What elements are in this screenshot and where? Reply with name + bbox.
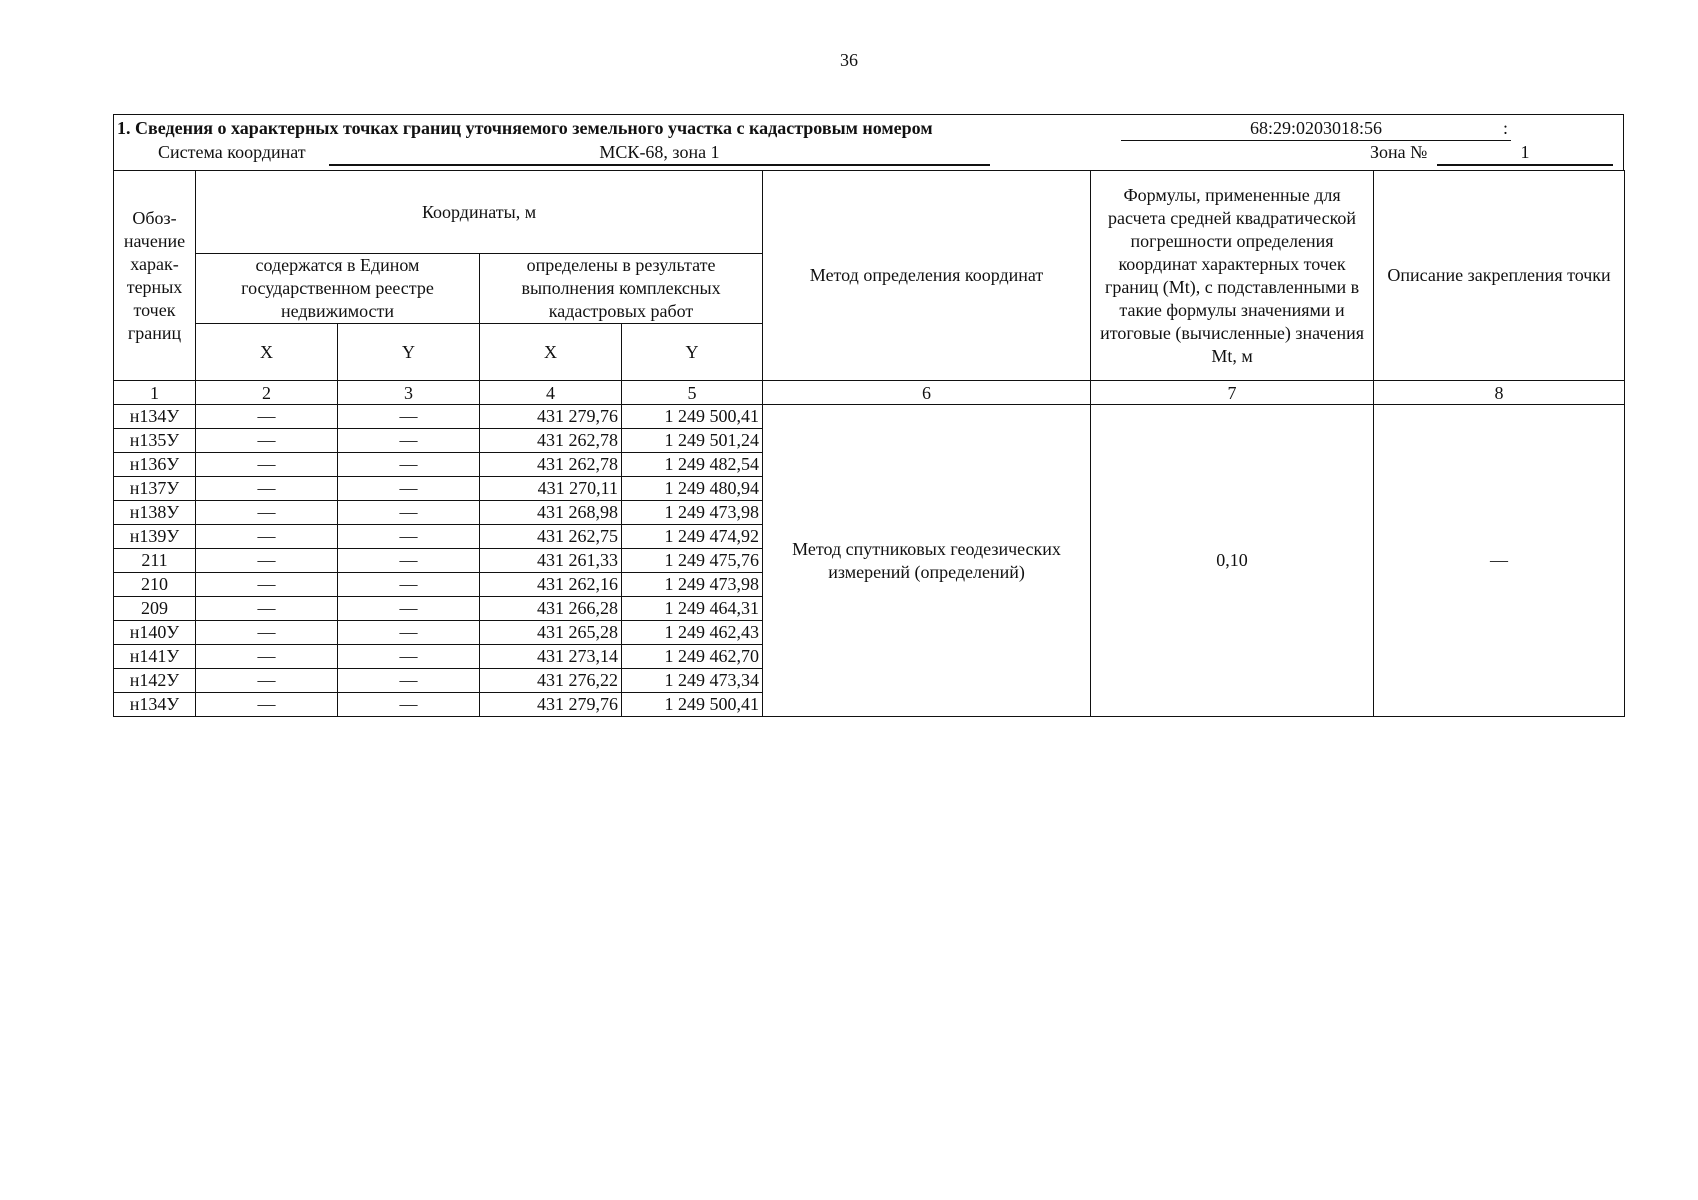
y-cell: 1 249 475,76 [622, 549, 763, 573]
y-cell: 1 249 462,70 [622, 645, 763, 669]
x-cell: 431 265,28 [480, 621, 622, 645]
column-number: 7 [1091, 381, 1374, 405]
y-cell: 1 249 473,98 [622, 573, 763, 597]
x-egrn-cell: — [196, 477, 338, 501]
cadastral-suffix: : [1503, 118, 1509, 138]
x-cell: 431 279,76 [480, 405, 622, 429]
header-coordinates: Координаты, м [196, 171, 763, 254]
point-cell: 210 [114, 573, 196, 597]
point-cell: н138У [114, 501, 196, 525]
coord-system-label: Система координат [158, 142, 306, 162]
y-cell: 1 249 474,92 [622, 525, 763, 549]
y-egrn-cell: — [338, 501, 480, 525]
x-cell: 431 262,78 [480, 453, 622, 477]
y-egrn-cell: — [338, 573, 480, 597]
section-header [113, 114, 1624, 170]
column-number: 2 [196, 381, 338, 405]
x-egrn-cell: — [196, 501, 338, 525]
column-number: 5 [622, 381, 763, 405]
y-egrn-cell: — [338, 453, 480, 477]
x-cell: 431 262,16 [480, 573, 622, 597]
point-cell: 209 [114, 597, 196, 621]
section-title: 1. Сведения о характерных точках границ уточняемого земельного участка с кадастровым номером [117, 118, 933, 138]
point-cell: н137У [114, 477, 196, 501]
point-cell: н140У [114, 621, 196, 645]
y-egrn-cell: — [338, 429, 480, 453]
y-cell: 1 249 500,41 [622, 405, 763, 429]
x-egrn-cell: — [196, 453, 338, 477]
table-row [114, 405, 1625, 429]
y-cell: 1 249 500,41 [622, 693, 763, 717]
column-number: 3 [338, 381, 480, 405]
x-cell: 431 276,22 [480, 669, 622, 693]
y-cell: 1 249 480,94 [622, 477, 763, 501]
x-egrn-cell: — [196, 597, 338, 621]
column-number: 1 [114, 381, 196, 405]
y-egrn-cell: — [338, 597, 480, 621]
point-cell: н142У [114, 669, 196, 693]
y-cell: 1 249 482,54 [622, 453, 763, 477]
header-y-complex: Y [622, 324, 763, 381]
x-egrn-cell: — [196, 549, 338, 573]
x-egrn-cell: — [196, 621, 338, 645]
x-egrn-cell: — [196, 573, 338, 597]
x-egrn-cell: — [196, 405, 338, 429]
y-egrn-cell: — [338, 645, 480, 669]
zone-field: 1 [1437, 142, 1613, 166]
cadastral-sheet [113, 114, 1624, 717]
column-number: 8 [1374, 381, 1625, 405]
header-method: Метод определения координат [763, 171, 1091, 381]
y-cell: 1 249 473,34 [622, 669, 763, 693]
y-egrn-cell: — [338, 693, 480, 717]
y-cell: 1 249 473,98 [622, 501, 763, 525]
x-egrn-cell: — [196, 693, 338, 717]
point-cell: н135У [114, 429, 196, 453]
x-cell: 431 279,76 [480, 693, 622, 717]
fixing-cell: — [1374, 405, 1625, 717]
x-cell: 431 262,75 [480, 525, 622, 549]
y-egrn-cell: — [338, 405, 480, 429]
page-number: 36 [840, 50, 858, 70]
y-egrn-cell: — [338, 669, 480, 693]
y-egrn-cell: — [338, 525, 480, 549]
y-cell: 1 249 464,31 [622, 597, 763, 621]
header-designation: Обоз- начение харак- терных точек границ [114, 171, 196, 381]
header-y-egrn: Y [338, 324, 480, 381]
x-egrn-cell: — [196, 525, 338, 549]
x-cell: 431 268,98 [480, 501, 622, 525]
x-egrn-cell: — [196, 669, 338, 693]
column-number: 6 [763, 381, 1091, 405]
x-cell: 431 261,33 [480, 549, 622, 573]
header-complex: определены в результате выполнения комплексных кадастровых работ [480, 254, 763, 324]
header-fixing: Описание закрепления точки [1374, 171, 1625, 381]
point-cell: н141У [114, 645, 196, 669]
x-cell: 431 270,11 [480, 477, 622, 501]
method-cell: Метод спутниковых геодезических измерений (определений) [763, 405, 1091, 717]
x-egrn-cell: — [196, 645, 338, 669]
y-egrn-cell: — [338, 549, 480, 573]
point-cell: н139У [114, 525, 196, 549]
y-cell: 1 249 501,24 [622, 429, 763, 453]
y-cell: 1 249 462,43 [622, 621, 763, 645]
point-cell: н134У [114, 693, 196, 717]
header-egrn: содержатся в Едином государственном реестре недвижимости [196, 254, 480, 324]
cadastral-number-field: 68:29:0203018:56 [1121, 118, 1511, 141]
point-cell: н134У [114, 405, 196, 429]
points-table [113, 170, 1625, 717]
header-x-complex: X [480, 324, 622, 381]
x-cell: 431 266,28 [480, 597, 622, 621]
point-cell: н136У [114, 453, 196, 477]
x-egrn-cell: — [196, 429, 338, 453]
x-cell: 431 262,78 [480, 429, 622, 453]
header-x-egrn: X [196, 324, 338, 381]
point-cell: 211 [114, 549, 196, 573]
zone-label: Зона № [1370, 142, 1428, 162]
column-number: 4 [480, 381, 622, 405]
coord-system-field: МСК-68, зона 1 [329, 142, 990, 166]
x-cell: 431 273,14 [480, 645, 622, 669]
header-formulas: Формулы, примененные для расчета средней квадратической погрешности определения координат характерных точек границ (Mt), с подставленными в такие формулы значениями и итоговые (вычисленные) значения Mt, м [1091, 171, 1374, 381]
mt-cell: 0,10 [1091, 405, 1374, 717]
y-egrn-cell: — [338, 621, 480, 645]
y-egrn-cell: — [338, 477, 480, 501]
